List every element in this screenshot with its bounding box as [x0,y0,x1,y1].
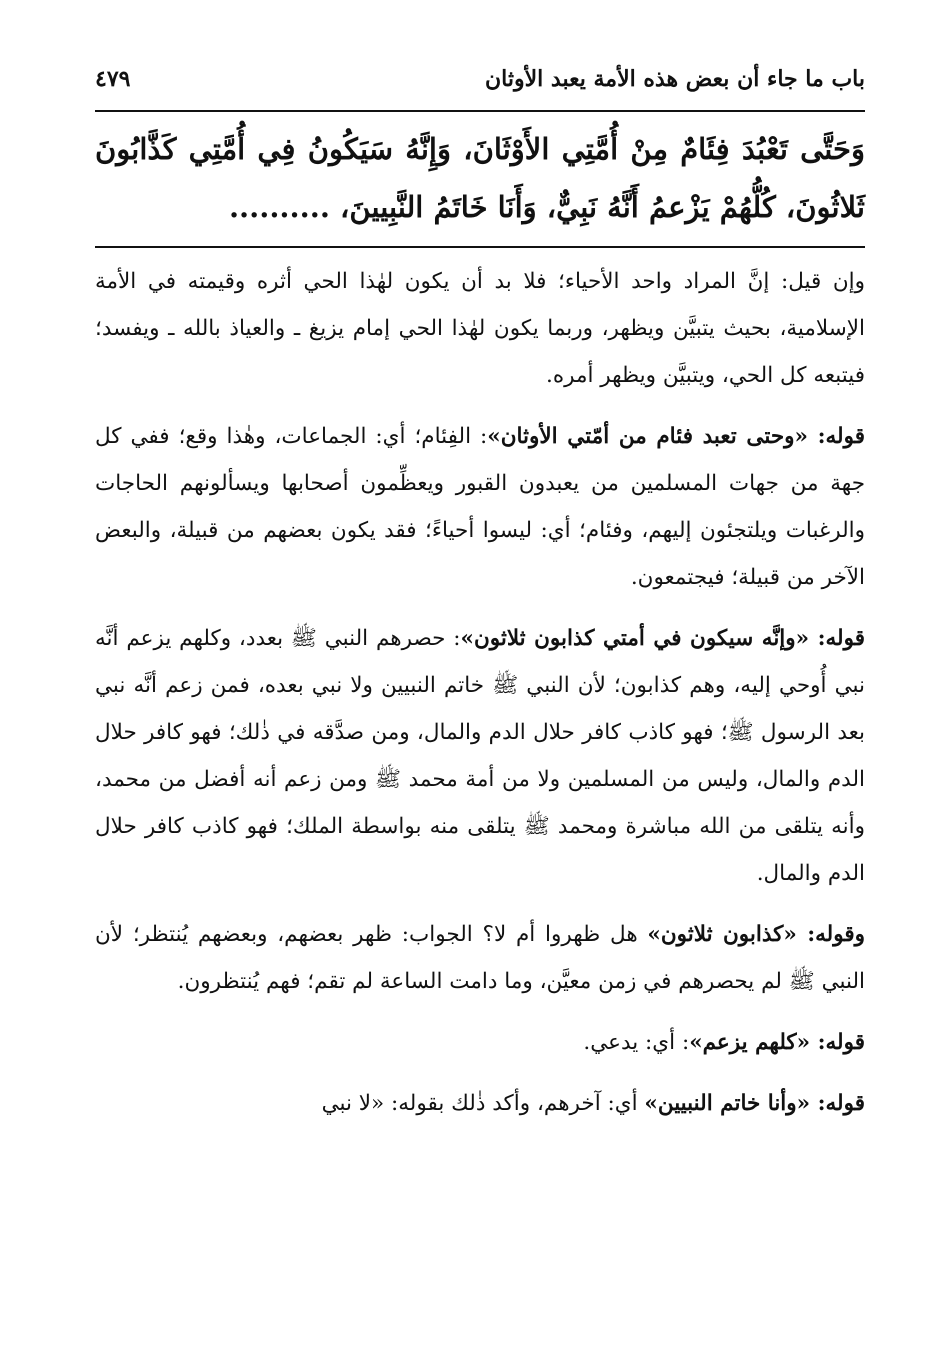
paragraph [95,1019,865,1066]
paragraph-text: : حصرهم النبي ﷺ بعدد، وكلهم يزعم أنَّه نبي أُوحي إليه، وهم كذابون؛ لأن النبي ﷺ خاتم النبيين ولا نبي بعده، فمن زعم أنَّه نبي بعد الرسول ﷺ؛ فهو كاذب كافر حلال الدم والمال، ومن صدَّقه في ذٰلك؛ فهو كافر حلال الدم والمال، وليس من المسلمين ولا من أمة محمد ﷺ ومن زعم أنه أفضل من محمد، وأنه يتلقى من الله مباشرة ومحمد ﷺ يتلقى منه بواسطة الملك؛ فهو كاذب كافر حلال الدم والمال. [95,626,865,886]
paragraph [95,258,865,399]
quoted-phrase: «وأنا خاتم النبيين» [644,1091,811,1116]
hadith-text: وَحَتَّى تَعْبُدَ فِئَامٌ مِنْ أُمَّتِي الأَوْثَانَ، وَإِنَّهُ سَيَكُونُ فِي أُمَّتِي كَذَّابُونَ ثَلاثُونَ، كُلُّهُمْ يَزْعمُ أَنَّهُ نَبِيٌّ، وَأَنَا خَاتَمُ النَّبِيينَ، .......... [95,132,865,224]
paragraph-lead: قوله: [807,424,865,449]
quoted-phrase: «وإنَّه سيكون في أمتي كذابون ثلاثون» [460,626,810,651]
quoted-phrase: «كلهم يزعم» [689,1030,811,1055]
book-page [95,58,865,1348]
paragraph-text: : الفِئام؛ أي: الجماعات، وهٰذا وقع؛ ففي كل جهة من جهات المسلمين من يعبدون القبور ويعظِّمون أصحابها ويسألونهم الحاجات والرغبات ويلتجئون إليهم، وفئام؛ أي: ليسوا أحياءً؛ فقد يكون بعضهم من قبيلة، والبعض الآخر من قبيلة؛ فيجتمعون. [95,424,865,590]
paragraph-lead: قوله: [810,1091,865,1116]
paragraph-lead: وقوله: [796,922,865,947]
paragraph-text: هل ظهروا أم لا؟ الجواب: ظهر بعضهم، وبعضهم يُنتظر؛ لأن النبي ﷺ لم يحصرهم في زمن معيَّن، وما دامت الساعة لم تقم؛ فهم يُنتظرون. [95,922,865,994]
chapter-title: باب ما جاء أن بعض هذه الأمة يعبد الأوثان [484,66,865,92]
paragraph-lead: قوله: [810,1030,865,1055]
page-number: ٤٧٩ [95,66,131,92]
paragraph-lead: قوله: [809,626,865,651]
quoted-phrase: «وحتى تعبد فئام من أمّتي الأوثان» [487,424,808,449]
paragraph [95,615,865,897]
paragraph-text: : أي: يدعي. [583,1030,690,1055]
paragraph [95,413,865,601]
commentary [95,248,865,1127]
paragraph [95,911,865,1005]
quoted-phrase: «كذابون ثلاثون» [647,922,797,947]
running-header [95,58,865,100]
paragraph-text: أي: آخرهم، وأكد ذٰلك بقوله: «لا نبي [321,1091,645,1116]
paragraph-text: وإن قيل: إنَّ المراد واحد الأحياء؛ فلا بد أن يكون لهٰذا الحي أثره وقيمته في الأمة الإسلامية، بحيث يتبيَّن ويظهر، وربما يكون لهٰذا الحي إمام يزيغ ـ والعياذ بالله ـ ويفسد؛ فيتبعه كل الحي، ويتبيَّن ويظهر أمره. [95,269,865,388]
paragraph [95,1080,865,1127]
